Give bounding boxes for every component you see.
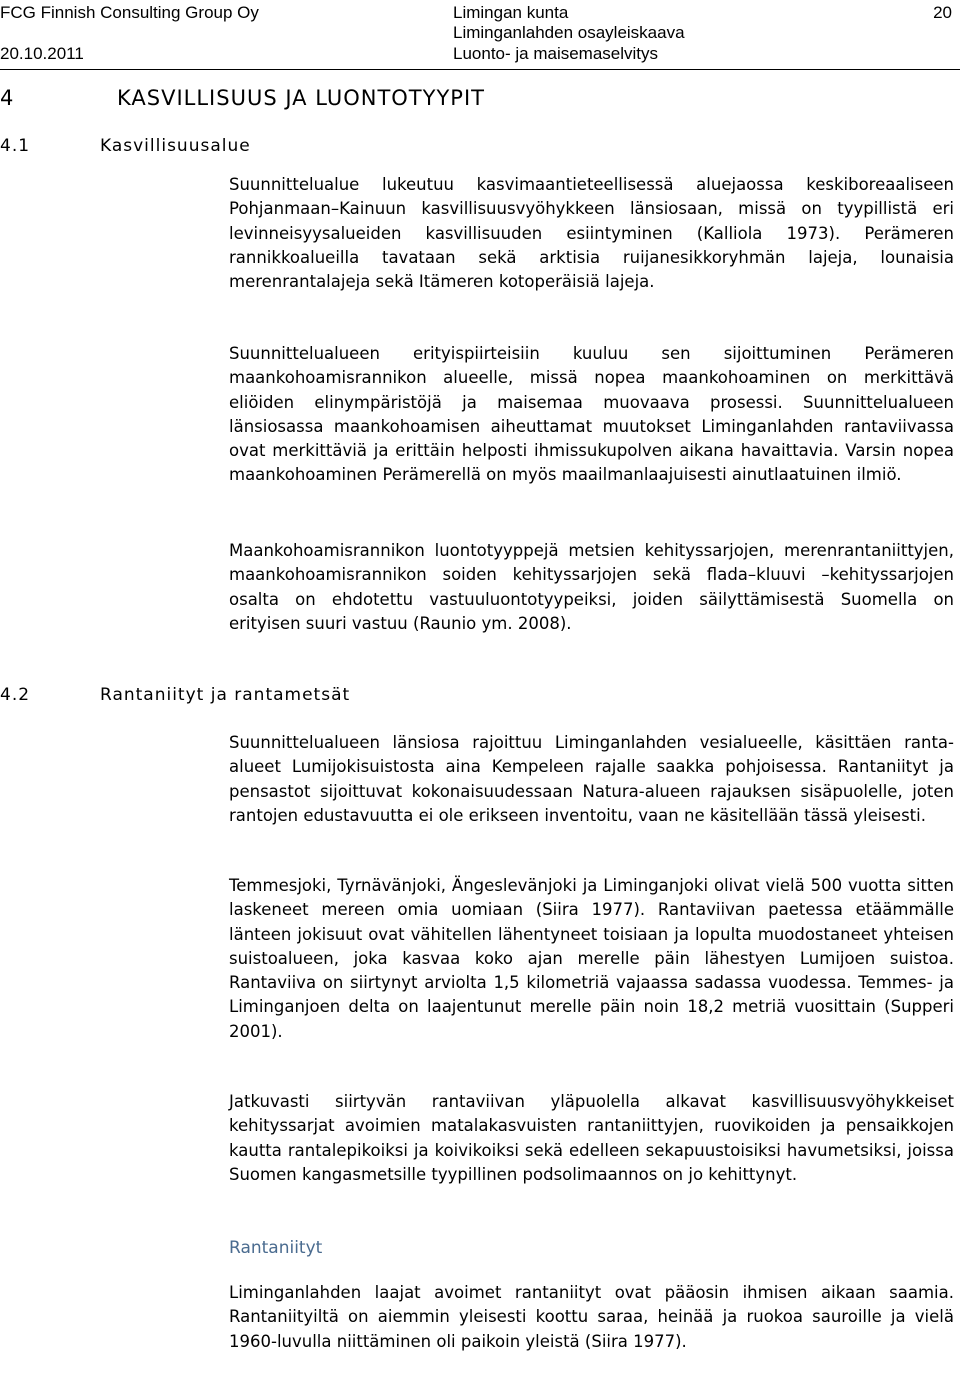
paragraph-4: Suunnittelualueen länsiosa rajoittuu Liminganlahden vesialueelle, käsittäen ranta-alueet Lumijokisuistosta aina Kempeleen rajalle saakka pohjoisessa. Rantaniityt ja pensastot sijoittuvat kokonaisuudessaan Natura-alueen rajauksen sisäpuolelle, joten rantojen edustavuutta ei ole erikseen inventoitu, vaan ne käsitellään tässä yleisesti. (229, 733, 954, 825)
header-report: Luonto- ja maisemaselvitys (453, 44, 659, 63)
header-divider (0, 69, 960, 70)
paragraph-1: Suunnittelualue lukeutuu kasvimaantieteellisessä aluejaossa keskiboreaaliseen Pohjanmaan–Kainuun kasvillisuusvyöhykkeen länsiosaan, missä on tyypillistä eri levinneisyysalueiden kasvillisuuden esiintyminen (Kalliola 1973). Perämeren rannikkoalueilla tavataan sekä arktisia ruijanesikkoryhmän lajeja, lounaisia merenrantalajeja sekä Itämeren kotoperäisiä lajeja. (229, 175, 954, 292)
subsection-title: Kasvillisuusalue (100, 136, 251, 156)
subsection-title: Rantaniityt ja rantametsät (100, 685, 351, 705)
subheading-rantaniityt: Rantaniityt (229, 1238, 323, 1258)
paragraph-5: Temmesjoki, Tyrnävänjoki, Ängeslevänjoki ja Liminganjoki olivat vielä 500 vuotta sitten laskeneet mereen omia uomiaan (Siira 1977). Rantaviivan paetessa etäämmälle länteen jokisuut ovat vähitellen lähentyneet toisiaan ja lopulta muodostaneet yhteisen suistoalueen, joka kasvaa koko ajan merelle päin lähestyen Lumijoen suistoa. Rantaviiva on siirtynyt arviolta 1,5 kilometriä vajaassa sadassa vuodessa. Temmes- ja Liminganjoen delta on laajentunut merelle päin noin 18,2 metriä vuosittain (Supperi 2001). (229, 876, 954, 1041)
section-number: 4 (0, 86, 15, 110)
subsection-number: 4.2 (0, 685, 31, 705)
header-municipality: Limingan kunta (453, 3, 569, 22)
paragraph-3: Maankohoamisrannikon luontotyyppejä metsien kehityssarjojen, merenrantaniittyjen, maankohoamisrannikon soiden kehityssarjojen sekä flada–kluuvi –kehityssarjojen osalta on ehdotettu vastuuluontotyypeiksi, joiden säilyttämisestä Suomella on erityisen suuri vastuu (Raunio ym. 2008). (229, 541, 954, 633)
paragraph-6: Jatkuvasti siirtyvän rantaviivan yläpuolella alkavat kasvillisuusvyöhykkeiset kehityssarjat avoimien matalakasvuisten rantaniittyjen, ruovikoiden ja pensaikkojen kautta rantalepikoiksi ja koivikoiksi sekä edelleen sekapuustoisiksi havumetsiksi, joissa Suomen kangasmetsille tyypillinen podsolimaannos on jo kehittynyt. (229, 1092, 954, 1184)
subsection-number: 4.1 (0, 136, 31, 156)
header-plan: Liminganlahden osayleiskaava (453, 23, 685, 42)
paragraph-7: Liminganlahden laajat avoimet rantaniityt ovat pääosin ihmisen aikaan saamia. Rantaniityiltä on aiemmin yleisesti koottu saraa, heinää ja ruokoa sauroille ja vielä 1960-luvulla niittäminen oli paikoin yleistä (Siira 1977). (229, 1283, 954, 1351)
paragraph-2: Suunnittelualueen erityispiirteisiin kuuluu sen sijoittuminen Perämeren maankohoamisrannikon alueelle, missä nopea maankohoaminen on merkittävä eliöiden elinympäristöjä ja maisemaa muovaava prosessi. Suunnittelualueen länsiosassa maankohoamisen aiheuttamat muutokset Liminganlahden rantaviivassa ovat merkittäviä ja erittäin helposti ihmissukupolven aikana havaittavia. Varsin nopea maankohoaminen Perämerellä on myös maailmanlaajuisesti ainutlaatuinen ilmiö. (229, 344, 954, 485)
page-number: 20 (933, 3, 952, 22)
header-date: 20.10.2011 (0, 44, 84, 63)
header-company: FCG Finnish Consulting Group Oy (0, 3, 259, 22)
section-title: KASVILLISUUS JA LUONTOTYYPIT (117, 86, 485, 110)
